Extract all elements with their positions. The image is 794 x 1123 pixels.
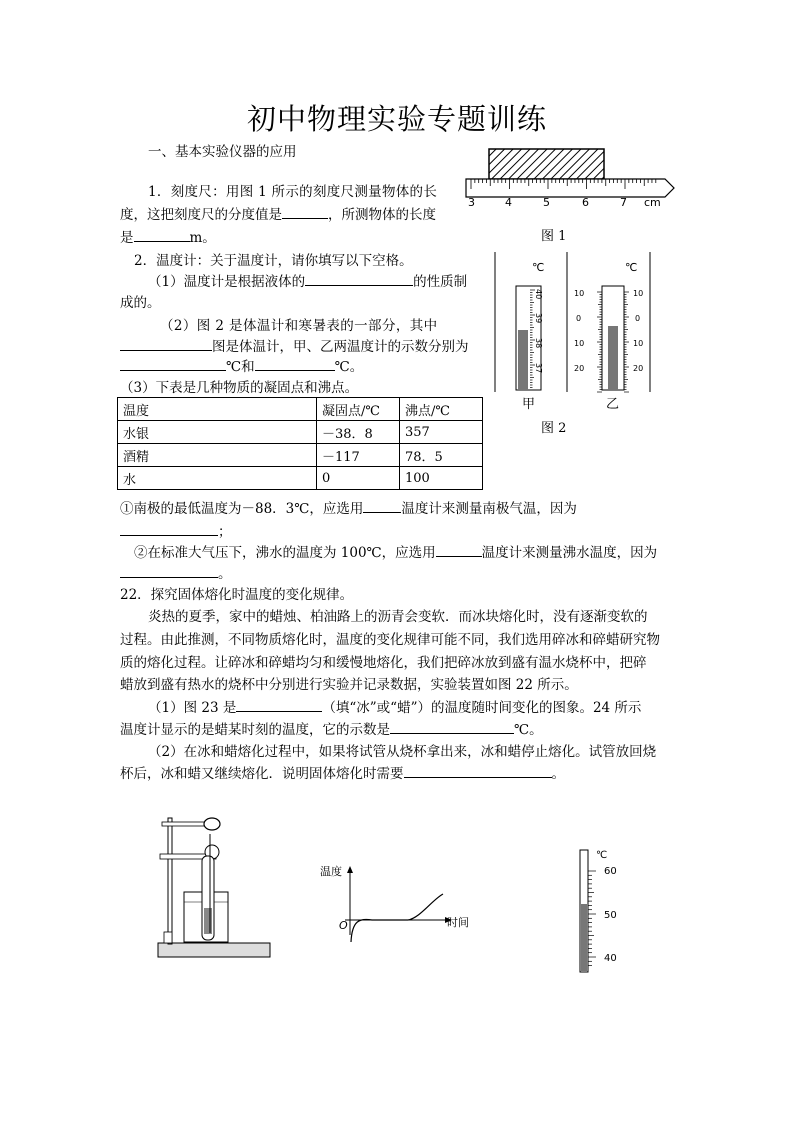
unit-label: ℃ <box>625 261 638 274</box>
q22-para: 蜡放到盛有热水的烧杯中分别进行实验并记录数据，实验装置如图 22 所示。 <box>120 677 578 693</box>
tick-label: 10 <box>633 339 644 348</box>
tick-label: 10 <box>574 289 585 298</box>
ruler-tick-label: 7 <box>620 196 627 209</box>
tick-label: 10 <box>633 289 644 298</box>
tick-label: 38 <box>534 338 543 349</box>
figure2-caption: 图 2 <box>541 421 567 436</box>
q2-b: ②在标准大气压下，沸水的温度为 100℃，应选用 温度计来测量沸水温度，因为 <box>134 542 657 564</box>
table-row <box>118 467 483 490</box>
table-row <box>118 421 483 444</box>
ruler-tick-label: 3 <box>468 196 475 209</box>
table-cell: 水 <box>118 467 317 490</box>
q22-s1c: 温度计显示的是蜡某时刻的温度，它的示数是 ℃。 <box>120 719 543 741</box>
answer-blank[interactable] <box>363 498 401 513</box>
tick-label: 20 <box>574 364 585 373</box>
tick-label: 39 <box>534 313 543 324</box>
answer-blank[interactable] <box>436 542 482 557</box>
mercury-column <box>518 330 528 390</box>
origin-label: O <box>339 919 348 932</box>
answer-blank[interactable] <box>404 763 552 778</box>
tick-label: 0 <box>576 314 582 323</box>
q1-line2: 度，这把刻度尺的分度值是 ，所测物体的长度 <box>120 204 436 226</box>
thermometer-reading <box>570 846 630 976</box>
table-cell: 水银 <box>118 421 317 444</box>
table-header: 沸点/℃ <box>400 398 483 421</box>
liquid-column <box>581 904 587 971</box>
q22-s1: （1）图 23 是 （填“冰”或“蜡”）的温度随时间变化的图象。24 所示 <box>148 697 641 719</box>
tick-label: 20 <box>633 364 644 373</box>
q2-p2c: ℃和 ℃。 <box>120 356 363 378</box>
ruler-tick-label: 4 <box>505 196 512 209</box>
table-header-row <box>118 398 483 421</box>
table-cell: 0 <box>317 467 400 490</box>
unit-label: ℃ <box>532 261 545 274</box>
table-cell: 酒精 <box>118 444 317 467</box>
ruler-tick-label: 5 <box>543 196 550 209</box>
ruler-unit: cm <box>644 196 661 209</box>
ruler-tick-label: 6 <box>582 196 589 209</box>
y-axis-label: 温度 <box>320 865 342 878</box>
tick-label: 60 <box>604 866 617 877</box>
q2-a-end: ； <box>120 521 232 543</box>
q22-s2b: 杯后，冰和蜡又继续熔化．说明固体熔化时需要 。 <box>120 763 565 785</box>
table-header: 温度 <box>118 398 317 421</box>
measured-object <box>489 149 604 179</box>
answer-blank[interactable] <box>305 271 413 286</box>
temperature-time-graph <box>320 860 480 950</box>
q2-intro: 2．温度计：关于温度计，请你填写以下空格。 <box>134 253 413 269</box>
q2-a: ①南极的最低温度为－88．3℃，应选用 温度计来测量南极气温，因为 <box>120 498 577 520</box>
answer-blank[interactable] <box>134 227 190 242</box>
apparatus-illustration <box>150 808 275 968</box>
q2-p2b: 图是体温计，甲、乙两温度计的示数分别为 <box>120 336 469 358</box>
ruler-body <box>466 179 674 197</box>
q1-line3: 是 m。 <box>120 227 216 249</box>
q22-para: 质的熔化过程。让碎冰和碎蜡均匀和缓慢地熔化，我们把碎冰放到盛有温水烧杯中，把碎 <box>120 655 647 671</box>
q22-heading: 22．探究固体熔化时温度的变化规律。 <box>120 587 354 603</box>
page-title: 初中物理实验专题训练 <box>246 102 547 136</box>
ruler-figure <box>460 142 680 222</box>
answer-blank[interactable] <box>120 563 218 578</box>
q2-b-end: 。 <box>120 563 232 585</box>
x-axis-label: 时间 <box>447 916 469 929</box>
tick-label: 50 <box>604 910 617 921</box>
tick-label: 0 <box>635 314 641 323</box>
tick-label: 40 <box>604 953 617 964</box>
q1-line1: 1．刻度尺：用图 1 所示的刻度尺测量物体的长 <box>148 184 438 200</box>
table-cell: 78．5 <box>400 444 483 467</box>
q2-p2: （2）图 2 是体温计和寒暑表的一部分，其中 <box>160 318 438 334</box>
table-row <box>118 444 483 467</box>
table-header: 凝固点/℃ <box>317 398 400 421</box>
answer-blank[interactable] <box>120 356 226 371</box>
answer-blank[interactable] <box>236 697 322 712</box>
label-yi: 乙 <box>606 397 620 412</box>
answer-blank[interactable] <box>282 204 328 219</box>
q2-p1c: 成的。 <box>120 295 161 311</box>
tick-label: 40 <box>534 289 543 300</box>
table-cell: －38．8 <box>317 421 400 444</box>
label-jia: 甲 <box>522 397 536 412</box>
answer-blank[interactable] <box>120 521 218 536</box>
figure1-caption: 图 1 <box>541 229 567 244</box>
q22-s2: （2）在冰和蜡熔化过程中，如果将试管从烧杯拿出来，冰和蜡停止熔化。试管放回烧 <box>148 744 657 760</box>
q22-para: 过程。由此推测，不同物质熔化时，温度的变化规律可能不同，我们选用碎冰和碎蜡研究物 <box>120 632 660 648</box>
answer-blank[interactable] <box>255 356 335 371</box>
table-cell: 357 <box>400 421 483 444</box>
answer-blank[interactable] <box>120 336 212 351</box>
q2-p3: （3）下表是几种物质的凝固点和沸点。 <box>120 380 359 396</box>
answer-blank[interactable] <box>390 719 514 734</box>
table-cell: 100 <box>400 467 483 490</box>
unit-label: ℃ <box>596 850 608 861</box>
q2-p1: （1）温度计是根据液体的 的性质制 <box>148 271 467 293</box>
substance-table <box>117 397 483 490</box>
table-cell: －117 <box>317 444 400 467</box>
tick-label: 37 <box>534 363 543 374</box>
tick-label: 10 <box>574 339 585 348</box>
curve <box>351 894 443 942</box>
section-heading: 一、基本实验仪器的应用 <box>148 144 297 160</box>
q22-para: 炎热的夏季，家中的蜡烛、柏油路上的沥青会变软．而冰块熔化时，没有逐渐变软的 <box>148 609 648 625</box>
thermometer-figure <box>490 252 660 412</box>
liquid-column <box>608 326 618 390</box>
